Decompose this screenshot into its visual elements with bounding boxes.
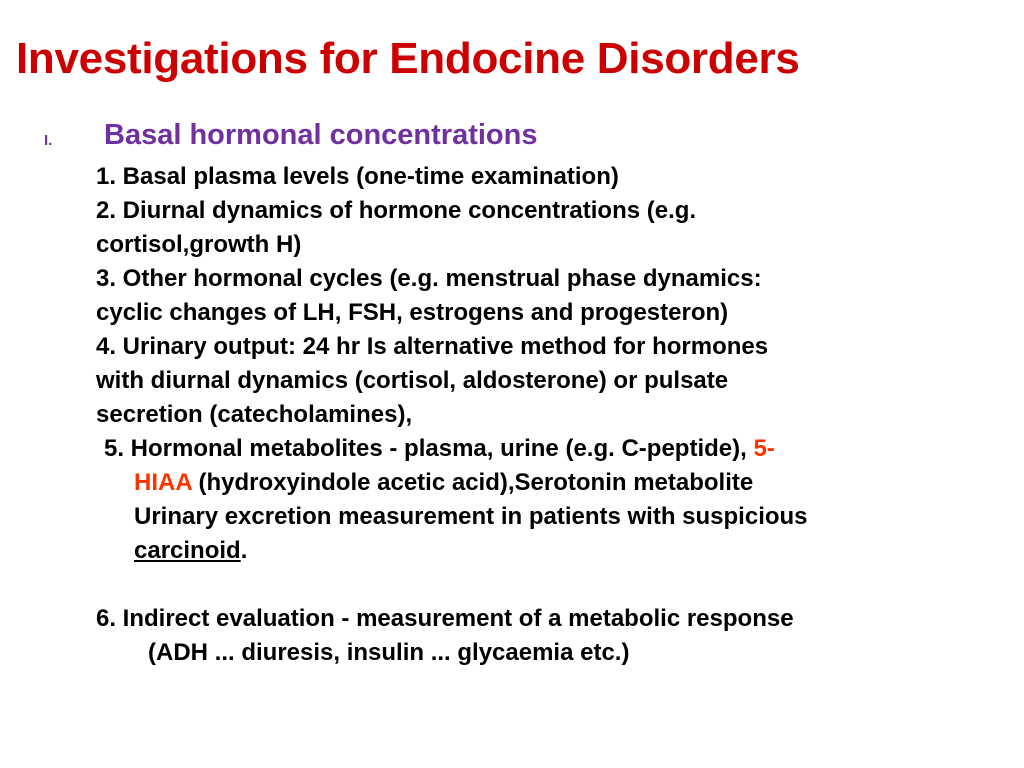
section-marker: I. [44,132,53,149]
section-heading: Basal hormonal concentrations [104,119,538,151]
item-4-line-2: with diurnal dynamics (cortisol, aldosterone) or pulsate [96,367,729,394]
item-5-text-2: (hydroxyindole acetic acid),Serotonin metabolite [191,469,754,496]
item-5-line-2 [96,466,996,500]
item-6-line-1: 6. Indirect evaluation - measurement of a metabolic response [96,605,794,632]
item-4-line-3: secretion (catecholamines), [96,401,413,428]
item-5-line-4 [96,534,996,568]
item-4-line-1: 4. Urinary output: 24 hr Is alternative method for hormones [96,333,769,360]
item-5-line-1 [96,432,996,466]
carcinoid-term: carcinoid [134,537,241,564]
item-5-period: . [240,537,248,564]
item-5-highlight-1: 5- [753,435,775,462]
item-1: 1. Basal plasma levels (one-time examination) [96,163,619,190]
content-list [96,160,996,670]
spacer [96,568,996,602]
item-2-line-1: 2. Diurnal dynamics of hormone concentrations (e.g. [96,197,697,224]
slide-title: Investigations for Endocine Disorders [16,34,800,83]
item-3-line-2: cyclic changes of LH, FSH, estrogens and progesteron) [96,299,729,326]
item-2-line-2: cortisol,growth H) [96,231,302,258]
item-5-highlight-2: HIAA [134,469,192,496]
item-5-text-1: 5. Hormonal metabolites - plasma, urine (e.g. C-peptide), [104,435,754,462]
item-3-line-1: 3. Other hormonal cycles (e.g. menstrual phase dynamics: [96,265,762,292]
item-5-line-3: Urinary excretion measurement in patients with suspicious [134,503,808,530]
item-6-line-2: (ADH ... diuresis, insulin ... glycaemia etc.) [148,639,630,666]
